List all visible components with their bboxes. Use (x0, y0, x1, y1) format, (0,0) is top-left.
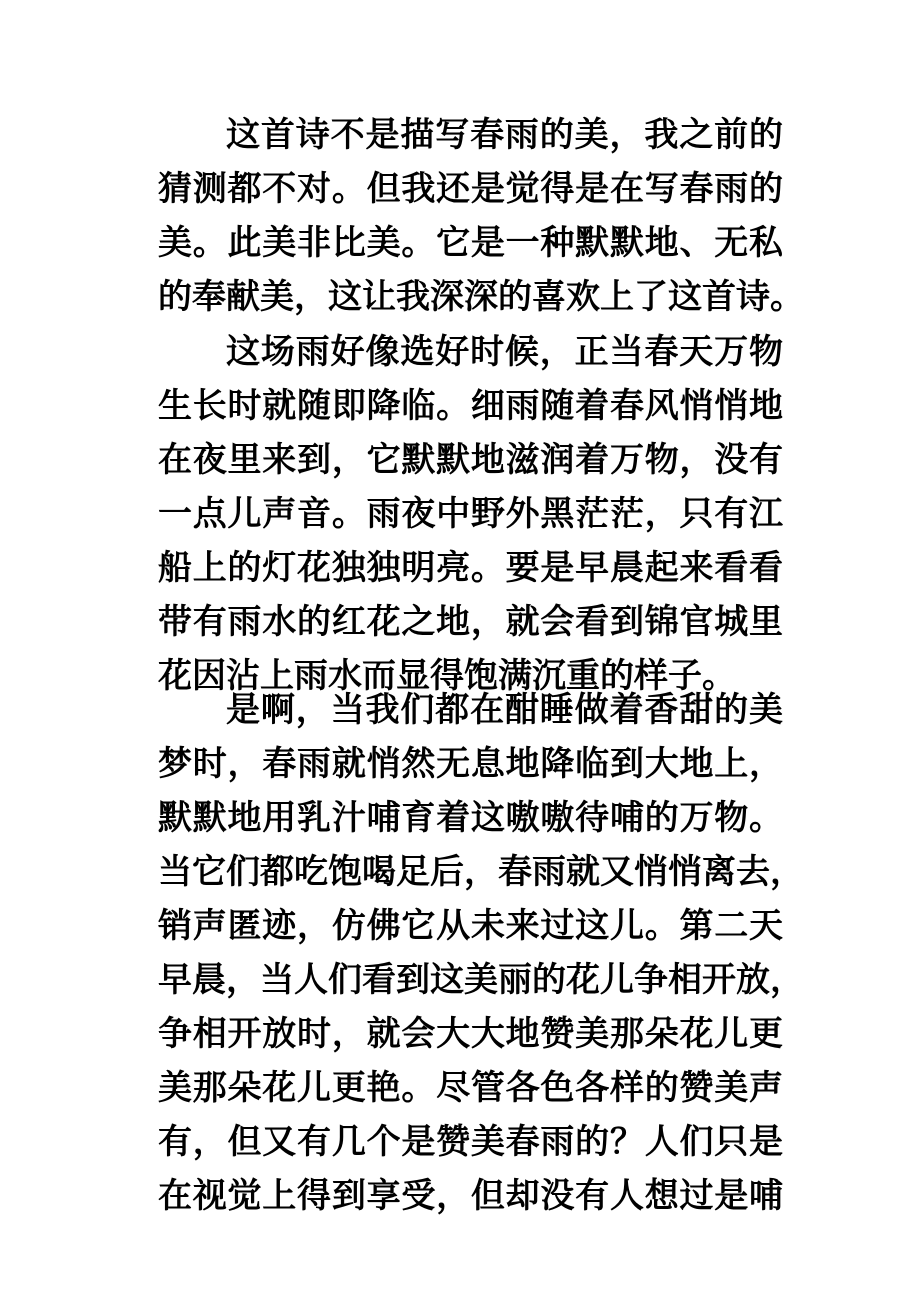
paragraph-line: 早晨，当人们看到这美丽的花儿争相开放， (158, 960, 804, 1000)
paragraph-line: 美。此美非比美。它是一种默默地、无私 (158, 223, 783, 263)
paragraph-line: 的奉献美，这让我深深的喜欢上了这首诗。 (158, 277, 804, 317)
paragraph-line: 争相开放时，就会大大地赞美那朵花儿更 (158, 1014, 783, 1054)
paragraph-line: 一点儿声音。雨夜中野外黑茫茫，只有江 (158, 494, 783, 534)
paragraph-line: 销声匿迹，仿佛它从未来过这儿。第二天 (158, 906, 783, 946)
paragraph-line: 这场雨好像选好时候，正当春天万物 (226, 332, 783, 372)
paragraph-line: 梦时，春雨就悄然无息地降临到大地上， (158, 744, 783, 784)
paragraph-1 (158, 108, 804, 324)
paragraph-line: 在视觉上得到享受，但却没有人想过是哺 (158, 1176, 783, 1216)
paragraph-line: 带有雨水的红花之地，就会看到锦官城里 (158, 602, 783, 642)
paragraph-3 (158, 683, 804, 1223)
paragraph-line: 当它们都吃饱喝足后，春雨就又悄悄离去， (158, 852, 804, 892)
paragraph-line: 美那朵花儿更艳。尽管各色各样的赞美声 (158, 1068, 783, 1108)
paragraph-line: 猜测都不对。但我还是觉得是在写春雨的 (158, 169, 783, 209)
paragraph-line: 这首诗不是描写春雨的美，我之前的 (226, 115, 783, 155)
paragraph-line: 船上的灯花独独明亮。要是早晨起来看看 (158, 548, 783, 588)
paragraph-line: 默默地用乳汁哺育着这嗷嗷待哺的万物。 (158, 798, 783, 838)
paragraph-line: 生长时就随即降临。细雨随着春风悄悄地 (158, 386, 783, 426)
paragraph-line: 花因沾上雨水而显得饱满沉重的样子。 (158, 656, 736, 696)
paragraph-line: 在夜里来到，它默默地滋润着万物，没有 (158, 440, 783, 480)
paragraph-line: 有，但又有几个是赞美春雨的？人们只是 (158, 1122, 783, 1162)
paragraph-2 (158, 325, 783, 703)
paragraph-line: 是啊，当我们都在酣睡做着香甜的美 (226, 690, 783, 730)
